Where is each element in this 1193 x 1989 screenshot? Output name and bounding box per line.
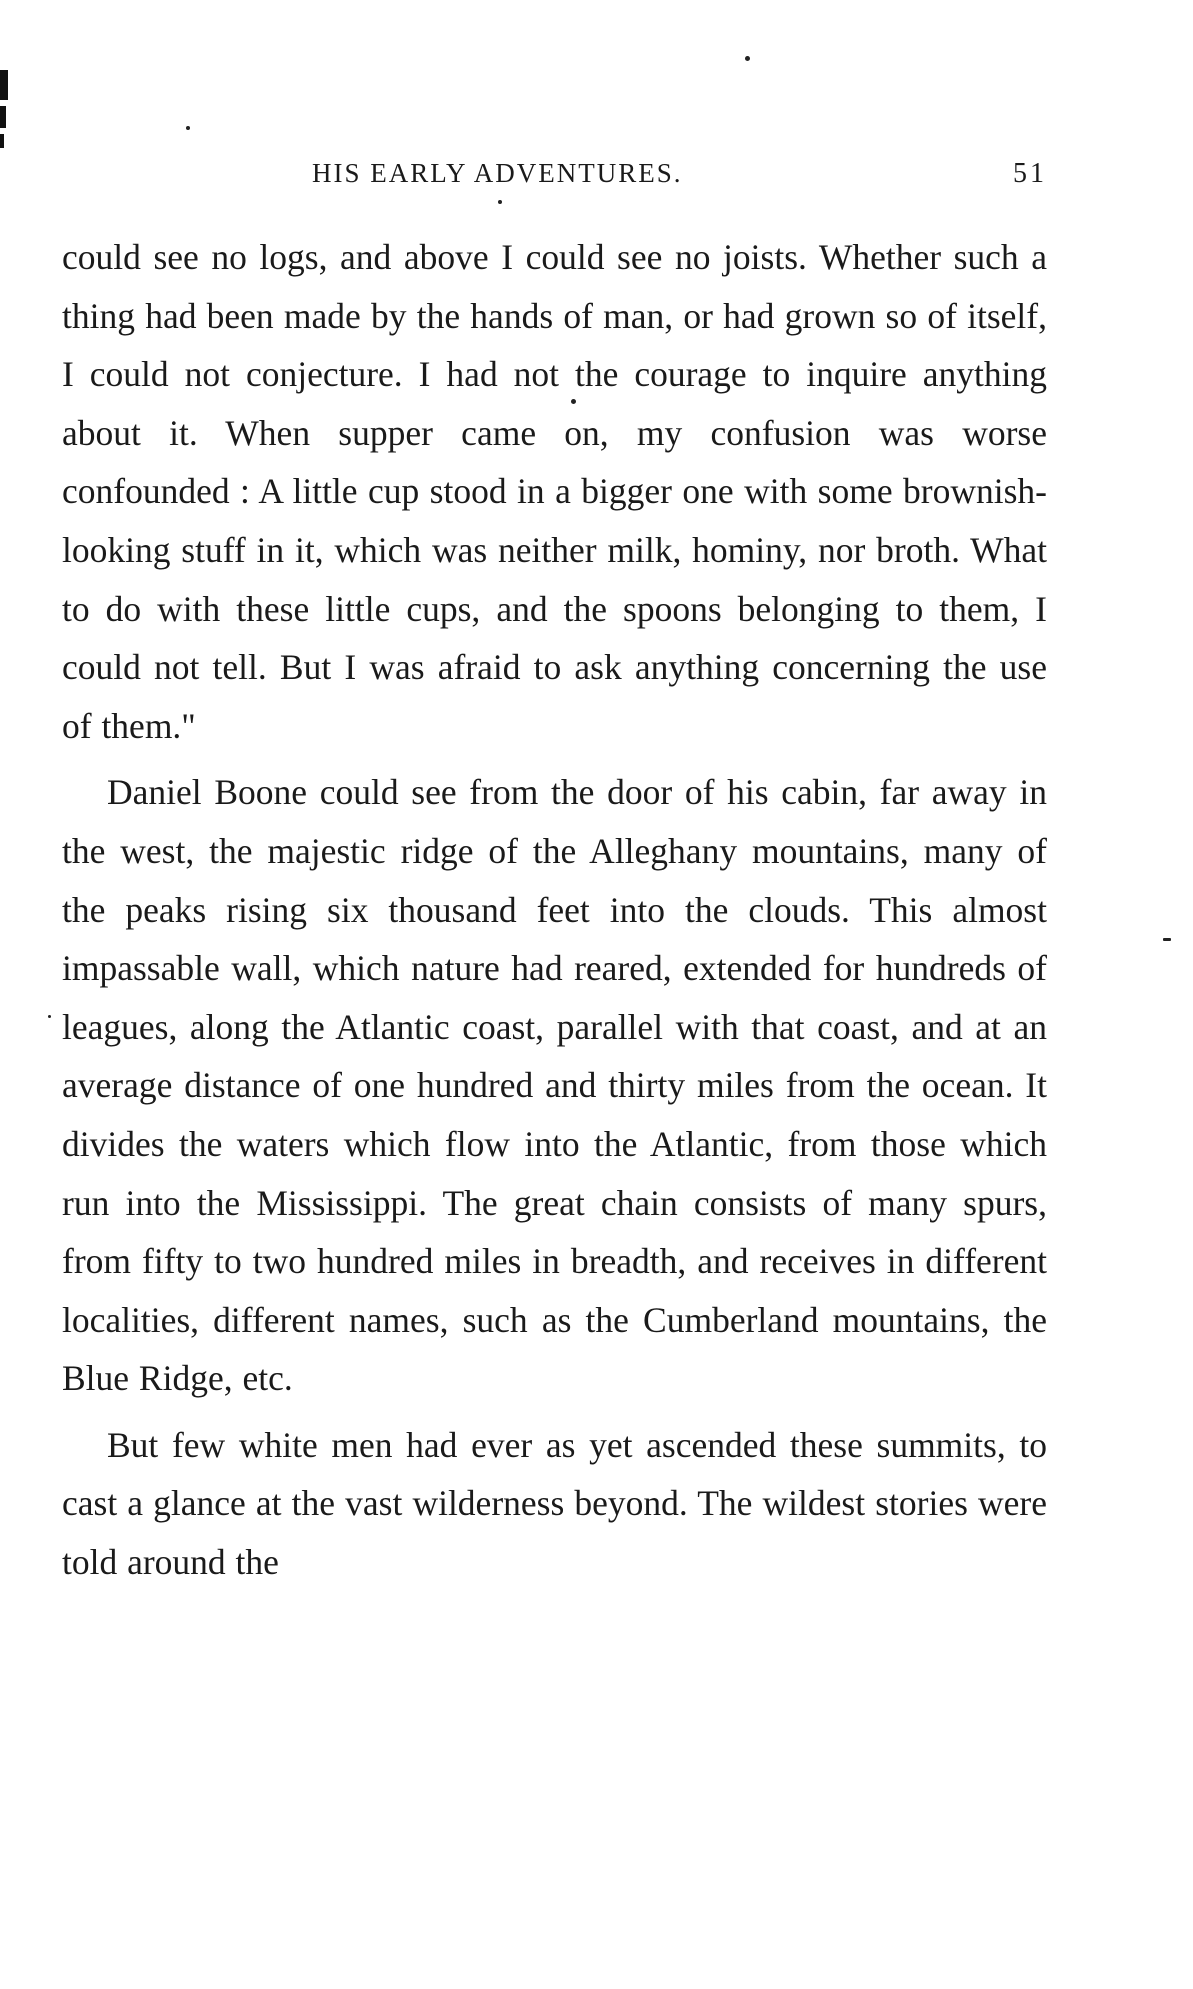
running-head: HIS EARLY ADVENTURES.	[312, 158, 683, 188]
print-speck	[48, 1015, 51, 1018]
print-speck	[745, 56, 750, 61]
page-number: 51	[1013, 158, 1047, 189]
print-speck	[1163, 938, 1171, 941]
binding-edge-mark	[0, 70, 8, 180]
print-speck	[498, 200, 502, 204]
paragraph-continued: could see no logs, and above I could see no joists. Whether such a thing had been made by the hands of man, or had grown so of itself, I could not conjecture. I had not the courage to inquire anything about it. When supper came on, my confusion was worse confounded : A little cup stood in a bigger one with some brownish-looking stuff in it, which was neither milk, hominy, nor broth. What to do with these little cups, and the spoons belonging to them, I could not tell. But I was afraid to ask anything concerning the use of them."	[62, 237, 1047, 746]
paragraph: Daniel Boone could see from the door of his cabin, far away in the west, the majestic ridge of the Alleghany mountains, many of the peaks rising six thousand feet into the clouds. This almost impassable wall, which nature had reared, extended for hundreds of leagues, along the Atlantic coast, parallel with that coast, and at an average distance of one hundred and thirty miles from the ocean. It divides the waters which flow into the Atlantic, from those which run into the Mississippi. The great chain consists of many spurs, from fifty to two hundred miles in breadth, and receives in different localities, different names, such as the Cumberland mountains, the Blue Ridge, etc.	[62, 772, 1047, 1399]
print-speck	[186, 126, 190, 130]
paragraph: But few white men had ever as yet ascended these summits, to cast a glance at the vast wilderness beyond. The wildest stories were told around the	[62, 1424, 1047, 1583]
page-header	[62, 158, 1047, 198]
body-text	[62, 228, 1047, 1592]
